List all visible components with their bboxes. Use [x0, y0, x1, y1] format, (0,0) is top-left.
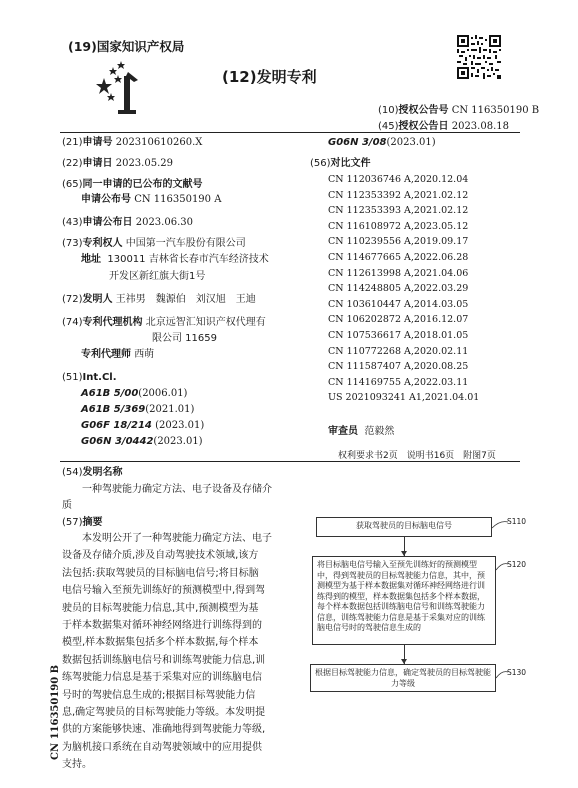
citation-item: CN 106202872 A,2016.12.07 — [328, 314, 469, 326]
int-cl-item: G06N 3/0442(2023.01) — [81, 436, 203, 447]
doc-type: (12)发明专利 — [222, 68, 317, 86]
application-number: (21)申请号 202310610260.X — [62, 137, 203, 148]
int-cl-item: A61B 5/00(2006.01) — [81, 388, 188, 399]
application-date: (22)申请日 2023.05.29 — [62, 158, 173, 169]
leader-s130 — [494, 668, 510, 680]
invention-title-line1: 一种驾驶能力确定方法、电子设备及存储介 — [82, 484, 272, 495]
side-doc-number: CN 116350190 B — [50, 664, 61, 760]
citation-item: US 2021093241 A1,2021.04.01 — [328, 392, 480, 404]
citation-item: CN 114677665 A,2022.06.28 — [328, 252, 469, 263]
int-cl-item: A61B 5/369(2021.01) — [81, 404, 195, 415]
office-name: (19)国家知识产权局 — [68, 39, 185, 54]
abstract-line: 电信号输入至预先训练好的预测模型中,得到驾 — [62, 585, 266, 597]
application-pub-date: (43)申请公布日 2023.06.30 — [62, 217, 193, 228]
flow-step-s120: 将目标脑电信号输入至预先训练好的预测模型中，得到驾驶员的目标驾驶能力信息，其中，预测模型为基于样本数据集对循环神经网络进行训练得到的模型，样本数据集包括多个样本数据，每个样本数据包括训练脑电信号和训练驾驶能力信息，训练驾驶能力信息是基于采集对应的训练脑电信号时的驾驶信息生成的 — [312, 556, 496, 645]
leader-s120 — [494, 560, 510, 572]
int-cl-item: G06F 18/214 (2023.01) — [81, 420, 205, 431]
citation-item: CN 112353392 A,2021.02.12 — [328, 189, 469, 201]
int-cl-heading: (51)Int.Cl. — [62, 372, 117, 383]
qr-code — [457, 35, 501, 79]
flow-label-s130: S130 — [507, 668, 527, 677]
invention-title-line2: 质 — [62, 500, 72, 511]
citation-item: CN 110239556 A,2019.09.17 — [328, 236, 469, 248]
abstract-line: 支持。 — [62, 759, 92, 771]
citation-item: CN 112036746 A,2020.12.04 — [328, 174, 469, 185]
patent-agency: (74)专利代理机构 北京远智汇知识产权代理有 — [62, 317, 266, 328]
invention-title-heading: (54)发明名称 — [62, 467, 123, 478]
abstract-line: 练驾驶能力信息是基于采集对应的训练脑电信 — [62, 672, 262, 684]
grant-pub-date: (45)授权公告日 2023.08.18 — [378, 121, 509, 132]
header-divider — [60, 132, 520, 133]
abstract-line: 息,确定驾驶员的目标驾驶能力等级。本发明提 — [62, 707, 266, 718]
citation-item: CN 110772268 A,2020.02.11 — [328, 345, 469, 357]
abstract-heading: (57)摘要 — [62, 517, 103, 528]
abstract-line: 为脑机接口系统在自动驾驶领域中的应用提供 — [62, 741, 262, 753]
cnipa-logo — [88, 54, 144, 116]
abstract-line: 法包括:获取驾驶员的目标脑电信号;将目标脑 — [62, 567, 259, 579]
citation-item: CN 112353393 A,2021.02.12 — [328, 205, 469, 217]
section-divider — [60, 461, 520, 462]
citation-item: CN 114169755 A,2022.03.11 — [328, 376, 469, 388]
abstract-line: 驶员的目标驾驶能力信息,其中,预测模型为基 — [62, 602, 259, 614]
patentee-address: 地址 130011 吉林省长春市汽车经济技术 — [81, 254, 269, 265]
citation-item: CN 103610447 A,2014.03.05 — [328, 298, 469, 310]
citation-item: CN 107536617 A,2018.01.05 — [328, 330, 469, 341]
patent-agent: 专利代理师 西萌 — [81, 349, 155, 360]
abstract-line: 号时的驾驶信息生成的;根据目标驾驶能力信 — [62, 689, 256, 701]
flow-label-s110: S110 — [507, 517, 527, 526]
flow-step-s130: 根据目标驾驶能力信息，确定驾驶员的目标驾驶能力等级 — [310, 664, 496, 692]
citations-heading: (56)对比文件 — [310, 158, 371, 169]
patentee: (73)专利权人 中国第一汽车股份有限公司 — [62, 238, 246, 249]
inventors: (72)发明人 王祎男 魏源伯 刘汉旭 王迪 — [62, 294, 256, 305]
abstract-line: 于样本数据集对循环神经网络进行训练得到的 — [62, 620, 262, 631]
abstract-line: 模型,样本数据集包括多个样本数据,每个样本 — [62, 637, 259, 649]
grant-pub-number: (10)授权公告号 CN 116350190 B — [378, 105, 540, 116]
citation-item: CN 111587407 A,2020.08.25 — [328, 361, 469, 373]
same-application-doc: (65)同一申请的已公布的文献号 — [62, 179, 203, 190]
abstract-line: 设备及存储介质,涉及自动驾驶技术领域,该方 — [62, 550, 259, 562]
page-counts: 权利要求书2页 说明书16页 附图7页 — [338, 451, 496, 461]
top-classification: G06N 3/08(2023.01) — [328, 137, 436, 148]
citation-item: CN 114248805 A,2022.03.29 — [328, 283, 469, 295]
citation-item: CN 116108972 A,2023.05.12 — [328, 220, 469, 232]
abstract-line: 供的方案能够快速、准确地得到驾驶能力等级, — [62, 724, 266, 736]
patent-agency-line2: 限公司 11659 — [152, 333, 217, 344]
leader-s110 — [490, 518, 510, 530]
abstract-line: 本发明公开了一种驾驶能力确定方法、电子 — [82, 533, 272, 544]
flow-step-s110: 获取驾驶员的目标脑电信号 — [316, 517, 492, 537]
patentee-address-line2: 开发区新红旗大街1号 — [109, 271, 206, 282]
application-pub-number: 申请公布号 CN 116350190 A — [81, 194, 222, 205]
flow-label-s120: S120 — [507, 560, 527, 569]
abstract-line: 数据包括训练脑电信号和训练驾驶能力信息,训 — [62, 654, 266, 666]
citation-item: CN 112613998 A,2021.04.06 — [328, 267, 469, 279]
examiner: 审查员 范毅然 — [328, 426, 395, 437]
